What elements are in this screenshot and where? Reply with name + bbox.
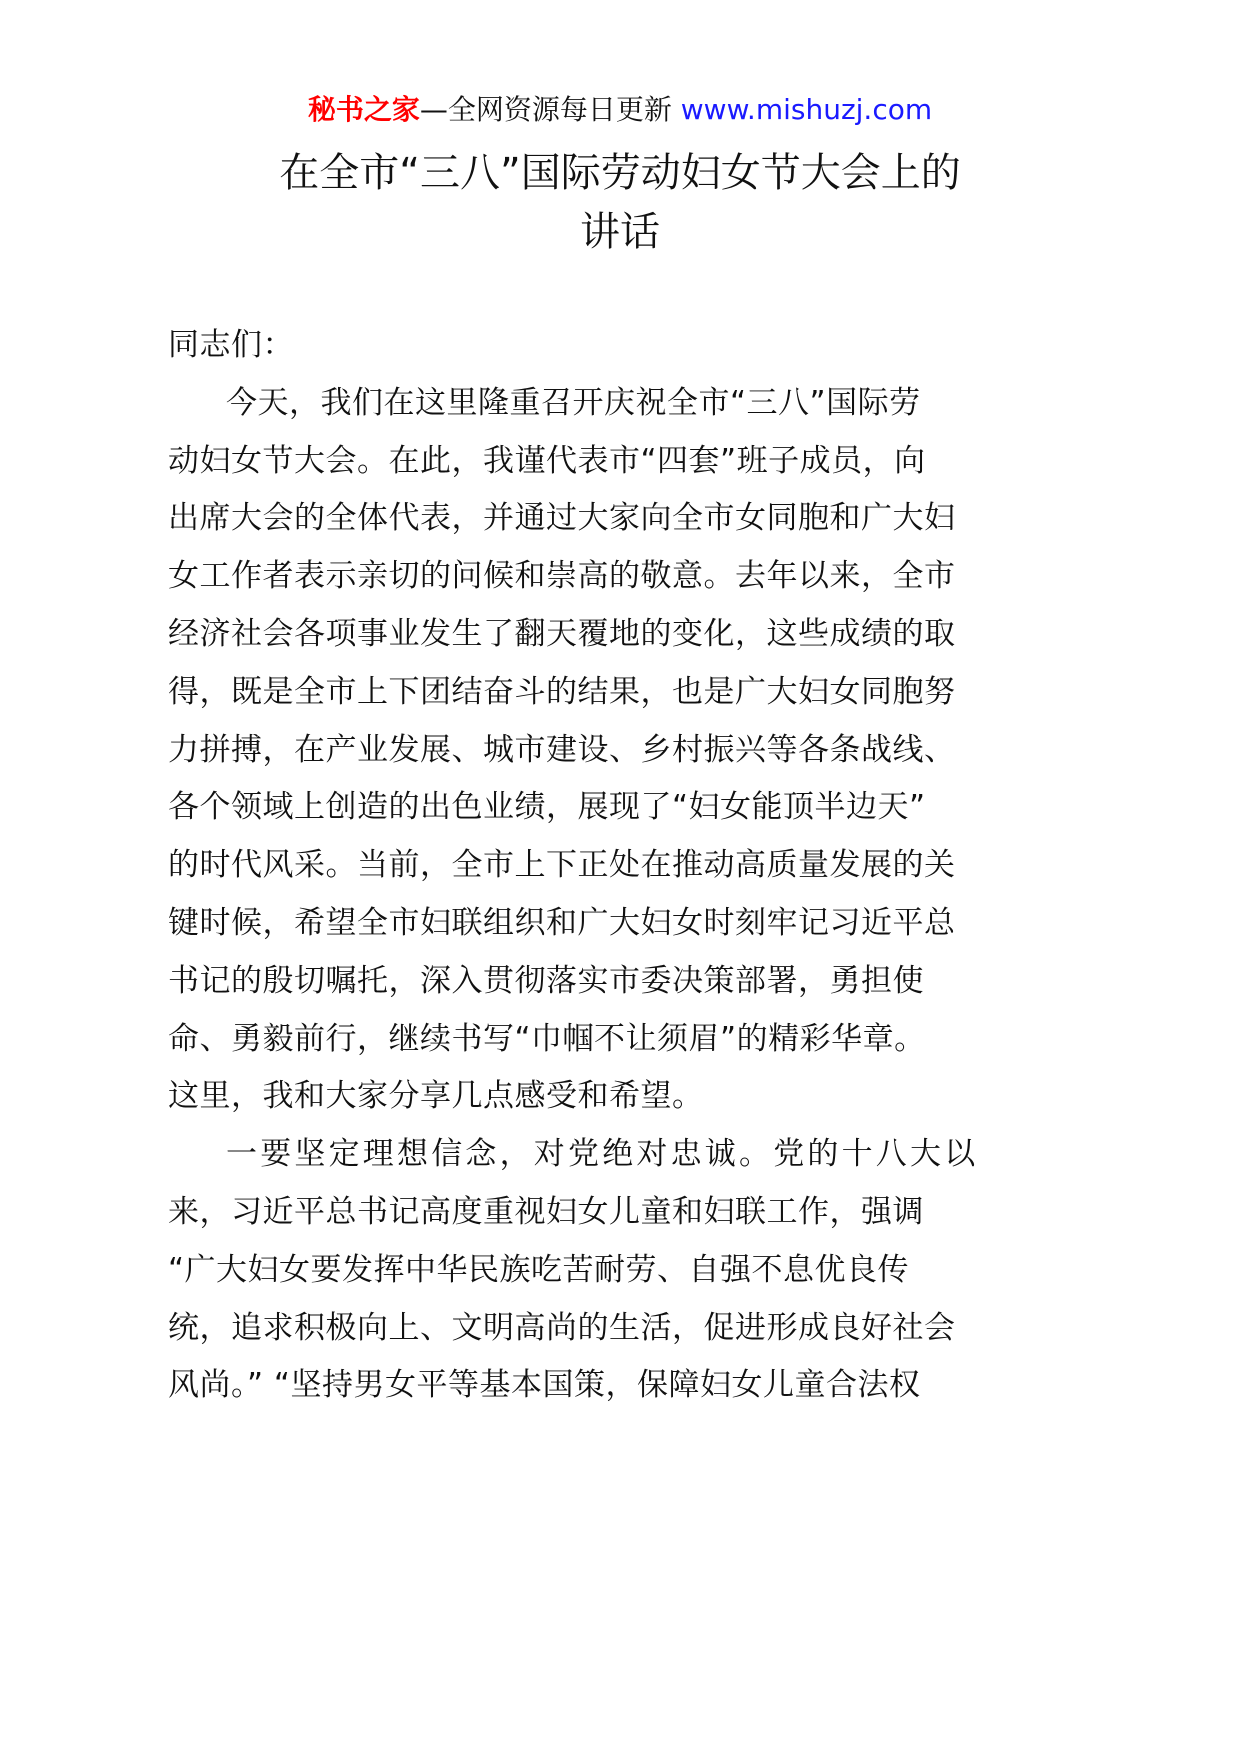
site-header	[0, 92, 1240, 128]
body-line: 得，既是全市上下团结奋斗的结果，也是广大妇女同胞努	[168, 673, 956, 710]
body-line: 的时代风采。当前，全市上下正处在推动高质量发展的关	[168, 847, 956, 884]
document-title-line-1: 在全市“三八”国际劳动妇女节大会上的	[279, 150, 961, 196]
body-line: 出席大会的全体代表，并通过大家向全市女同胞和广大妇	[168, 500, 956, 537]
body-line: 书记的殷切嘱托，深入贯彻落实市委决策部署，勇担使	[168, 962, 924, 999]
body-line: “广大妇女要发挥中华民族吃苦耐劳、自强不息优良传	[168, 1251, 910, 1288]
body-line: 统，追求积极向上、文明高尚的生活，促进形成良好社会	[168, 1309, 956, 1346]
body-line: 键时候，希望全市妇联组织和广大妇女时刻牢记习近平总	[168, 904, 956, 941]
site-url-link[interactable]: www.mishuzj.com	[680, 93, 933, 126]
body-line: 动妇女节大会。在此，我谨代表市“四套”班子成员，向	[168, 442, 926, 479]
header-slogan: —全网资源每日更新	[419, 93, 681, 126]
body-line: 这里，我和大家分享几点感受和希望。	[168, 1078, 704, 1115]
body-line: 来，习近平总书记高度重视妇女儿童和妇联工作，强调	[168, 1193, 924, 1230]
body-line: 各个领域上创造的出色业绩，展现了“妇女能顶半边天”	[168, 789, 926, 826]
body-line: 力拼搏，在产业发展、城市建设、乡村振兴等各条战线、	[168, 731, 956, 768]
brand-name: 秘书之家	[307, 93, 420, 126]
body-line: 今天，我们在这里隆重召开庆祝全市“三八”国际劳	[226, 384, 921, 421]
body-line: 女工作者表示亲切的问候和崇高的敬意。去年以来，全市	[168, 558, 956, 595]
section-heading-line: 一要坚定理想信念，对党绝对忠诚。党的十八大以	[226, 1136, 979, 1173]
speech-body	[168, 322, 979, 1420]
body-line: 命、勇毅前行，继续书写“巾帼不让须眉”的精彩华章。	[168, 1020, 926, 1057]
body-line: 风尚。” “坚持男女平等基本国策，保障妇女儿童合法权	[168, 1367, 921, 1404]
document-title-line-2: 讲话	[580, 209, 660, 255]
salutation: 同志们：	[168, 327, 294, 363]
body-line: 经济社会各项事业发生了翻天覆地的变化，这些成绩的取	[168, 615, 956, 652]
